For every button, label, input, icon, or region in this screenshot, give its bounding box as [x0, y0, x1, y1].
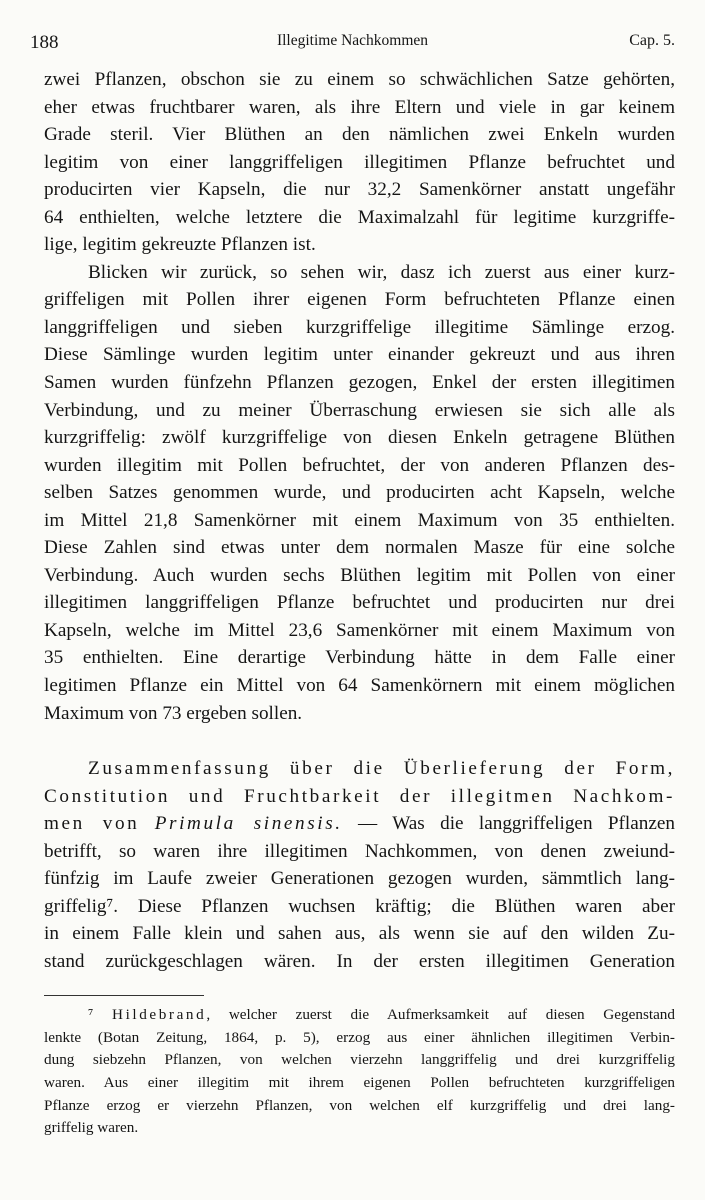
text-line: in einem Falle klein und sahen aus, als wenn sie auf den wilden Zu- [44, 923, 675, 945]
text-line: legitim von einer langgriffeligen illegitimen Pflanze befruchtet und [44, 151, 675, 173]
paragraph-1 [44, 66, 675, 259]
chapter-label: Cap. 5. [629, 32, 675, 49]
footnote-line: Pflanze erzog er vierzehn Pflanzen, von welchen elf kurzgriffelig und drei lang- [44, 1096, 675, 1114]
text-line: zwei Pflanzen, obschon sie zu einem so schwächlichen Satze gehörten, [44, 69, 675, 90]
text-line: selben Satzes genommen wurde, und producirten acht Kapseln, welche [44, 482, 675, 504]
paragraph-2 [44, 259, 675, 727]
text-line: griffelig⁷. Diese Pflanzen wuchsen kräftig; die Blüthen waren aber [44, 895, 675, 917]
running-title: Illegitime Nachkommen [276, 32, 429, 49]
footnote-line: dung siebzehn Pflanzen, von welchen vierzehn langgriffelig und drei kurzgriffelig [44, 1051, 675, 1069]
footnote-text: , welcher zuerst die Aufmerksamkeit auf diesen Gegenstand [206, 1006, 675, 1023]
text-line: stand zurückgeschlagen wären. In der ersten illegitimen Generation [44, 950, 675, 972]
text-line: Diese Zahlen sind etwas unter dem normalen Masze für eine solche [44, 537, 675, 559]
footnote-author: Hildebrand [112, 1006, 207, 1023]
footnote-line: waren. Aus einer illegitim mit ihrem eigenen Pollen befruchteten kurzgriffeligen [44, 1074, 675, 1092]
text-line: eher etwas fruchtbarer waren, als ihre Eltern und viele in gar keinem [44, 96, 675, 118]
text-line: Verbindung. Auch wurden sechs Blüthen legitim mit Pollen von einer [44, 564, 675, 586]
section-heading-line: Zusammenfassung über die Überlieferung der Form, [88, 758, 675, 780]
footnote [44, 1004, 675, 1140]
species-name: Primula sinensis. [154, 813, 343, 835]
text-line: griffeligen mit Pollen ihrer eigenen Form befruchteten Pflanze einen [44, 289, 675, 311]
text-line: Kapseln, welche im Mittel 23,6 Samenkörner mit einem Maximum von [44, 619, 675, 641]
text-line: langgriffeligen und sieben kurzgriffelige illegitime Sämlinge erzog. [44, 316, 675, 338]
text-fragment: — Was die langgriffeligen Pflanzen [358, 813, 675, 835]
text-line: kurzgriffelig: zwölf kurzgriffelige von diesen Enkeln getragene Blüthen [44, 427, 675, 449]
text-line: im Mittel 21,8 Samenkörner mit einem Maximum von 35 enthielten. [44, 509, 675, 531]
footnote-divider [44, 995, 204, 996]
page-number: 188 [30, 32, 59, 53]
text-line: illegitimen langgriffeligen Pflanze befruchtet und producirten nur drei [44, 592, 675, 614]
text-line: legitimen Pflanze ein Mittel von 64 Samenkörnern mit einem möglichen [44, 675, 675, 697]
section-heading-fragment: men von [44, 813, 140, 835]
footnote-marker: ⁷ [88, 1006, 94, 1023]
footnote-line: griffelig waren. [44, 1119, 139, 1137]
text-line: fünfzig im Laufe zweier Generationen gezogen wurden, sämmtlich lang- [44, 868, 675, 890]
text-line: producirten vier Kapseln, die nur 32,2 Samenkörner anstatt ungefähr [44, 179, 675, 201]
text-line: wurden illegitim mit Pollen befruchtet, der von anderen Pflanzen des- [44, 454, 675, 476]
text-line: Grade steril. Vier Blüthen an den nämlichen zwei Enkeln wurden [44, 124, 675, 146]
text-line: Verbindung, und zu meiner Überraschung erwiesen sie sich alle als [44, 399, 675, 421]
text-line: Blicken wir zurück, so sehen wir, dasz ich zuerst aus einer kurz- [88, 261, 675, 283]
footnote-line: lenkte (Botan Zeitung, 1864, p. 5), erzog aus einer ähnlichen illegitimen Verbin- [44, 1028, 675, 1046]
text-line: 64 enthielten, welche letztere die Maximalzahl für legitime kurzgriffe- [44, 206, 675, 228]
text-line: Samen wurden fünfzehn Pflanzen gezogen, Enkel der ersten illegitimen [44, 372, 675, 394]
text-line: lige, legitim gekreuzte Pflanzen ist. [44, 234, 316, 256]
text-line: 35 enthielten. Eine derartige Verbindung hätte in dem Falle einer [44, 647, 675, 669]
text-line [44, 810, 675, 838]
section-heading-line: Constitution und Fruchtbarkeit der illegitmen Nachkom- [44, 785, 675, 807]
text-line: Diese Sämlinge wurden legitim unter einander gekreuzt und aus ihren [44, 344, 675, 366]
footnote-line [44, 1004, 675, 1027]
paragraph-3 [44, 755, 675, 975]
text-line: betrifft, so waren ihre illegitimen Nachkommen, von denen zweiund- [44, 840, 675, 862]
running-header [30, 32, 675, 56]
text-line: Maximum von 73 ergeben sollen. [44, 702, 303, 724]
main-text [44, 66, 675, 976]
